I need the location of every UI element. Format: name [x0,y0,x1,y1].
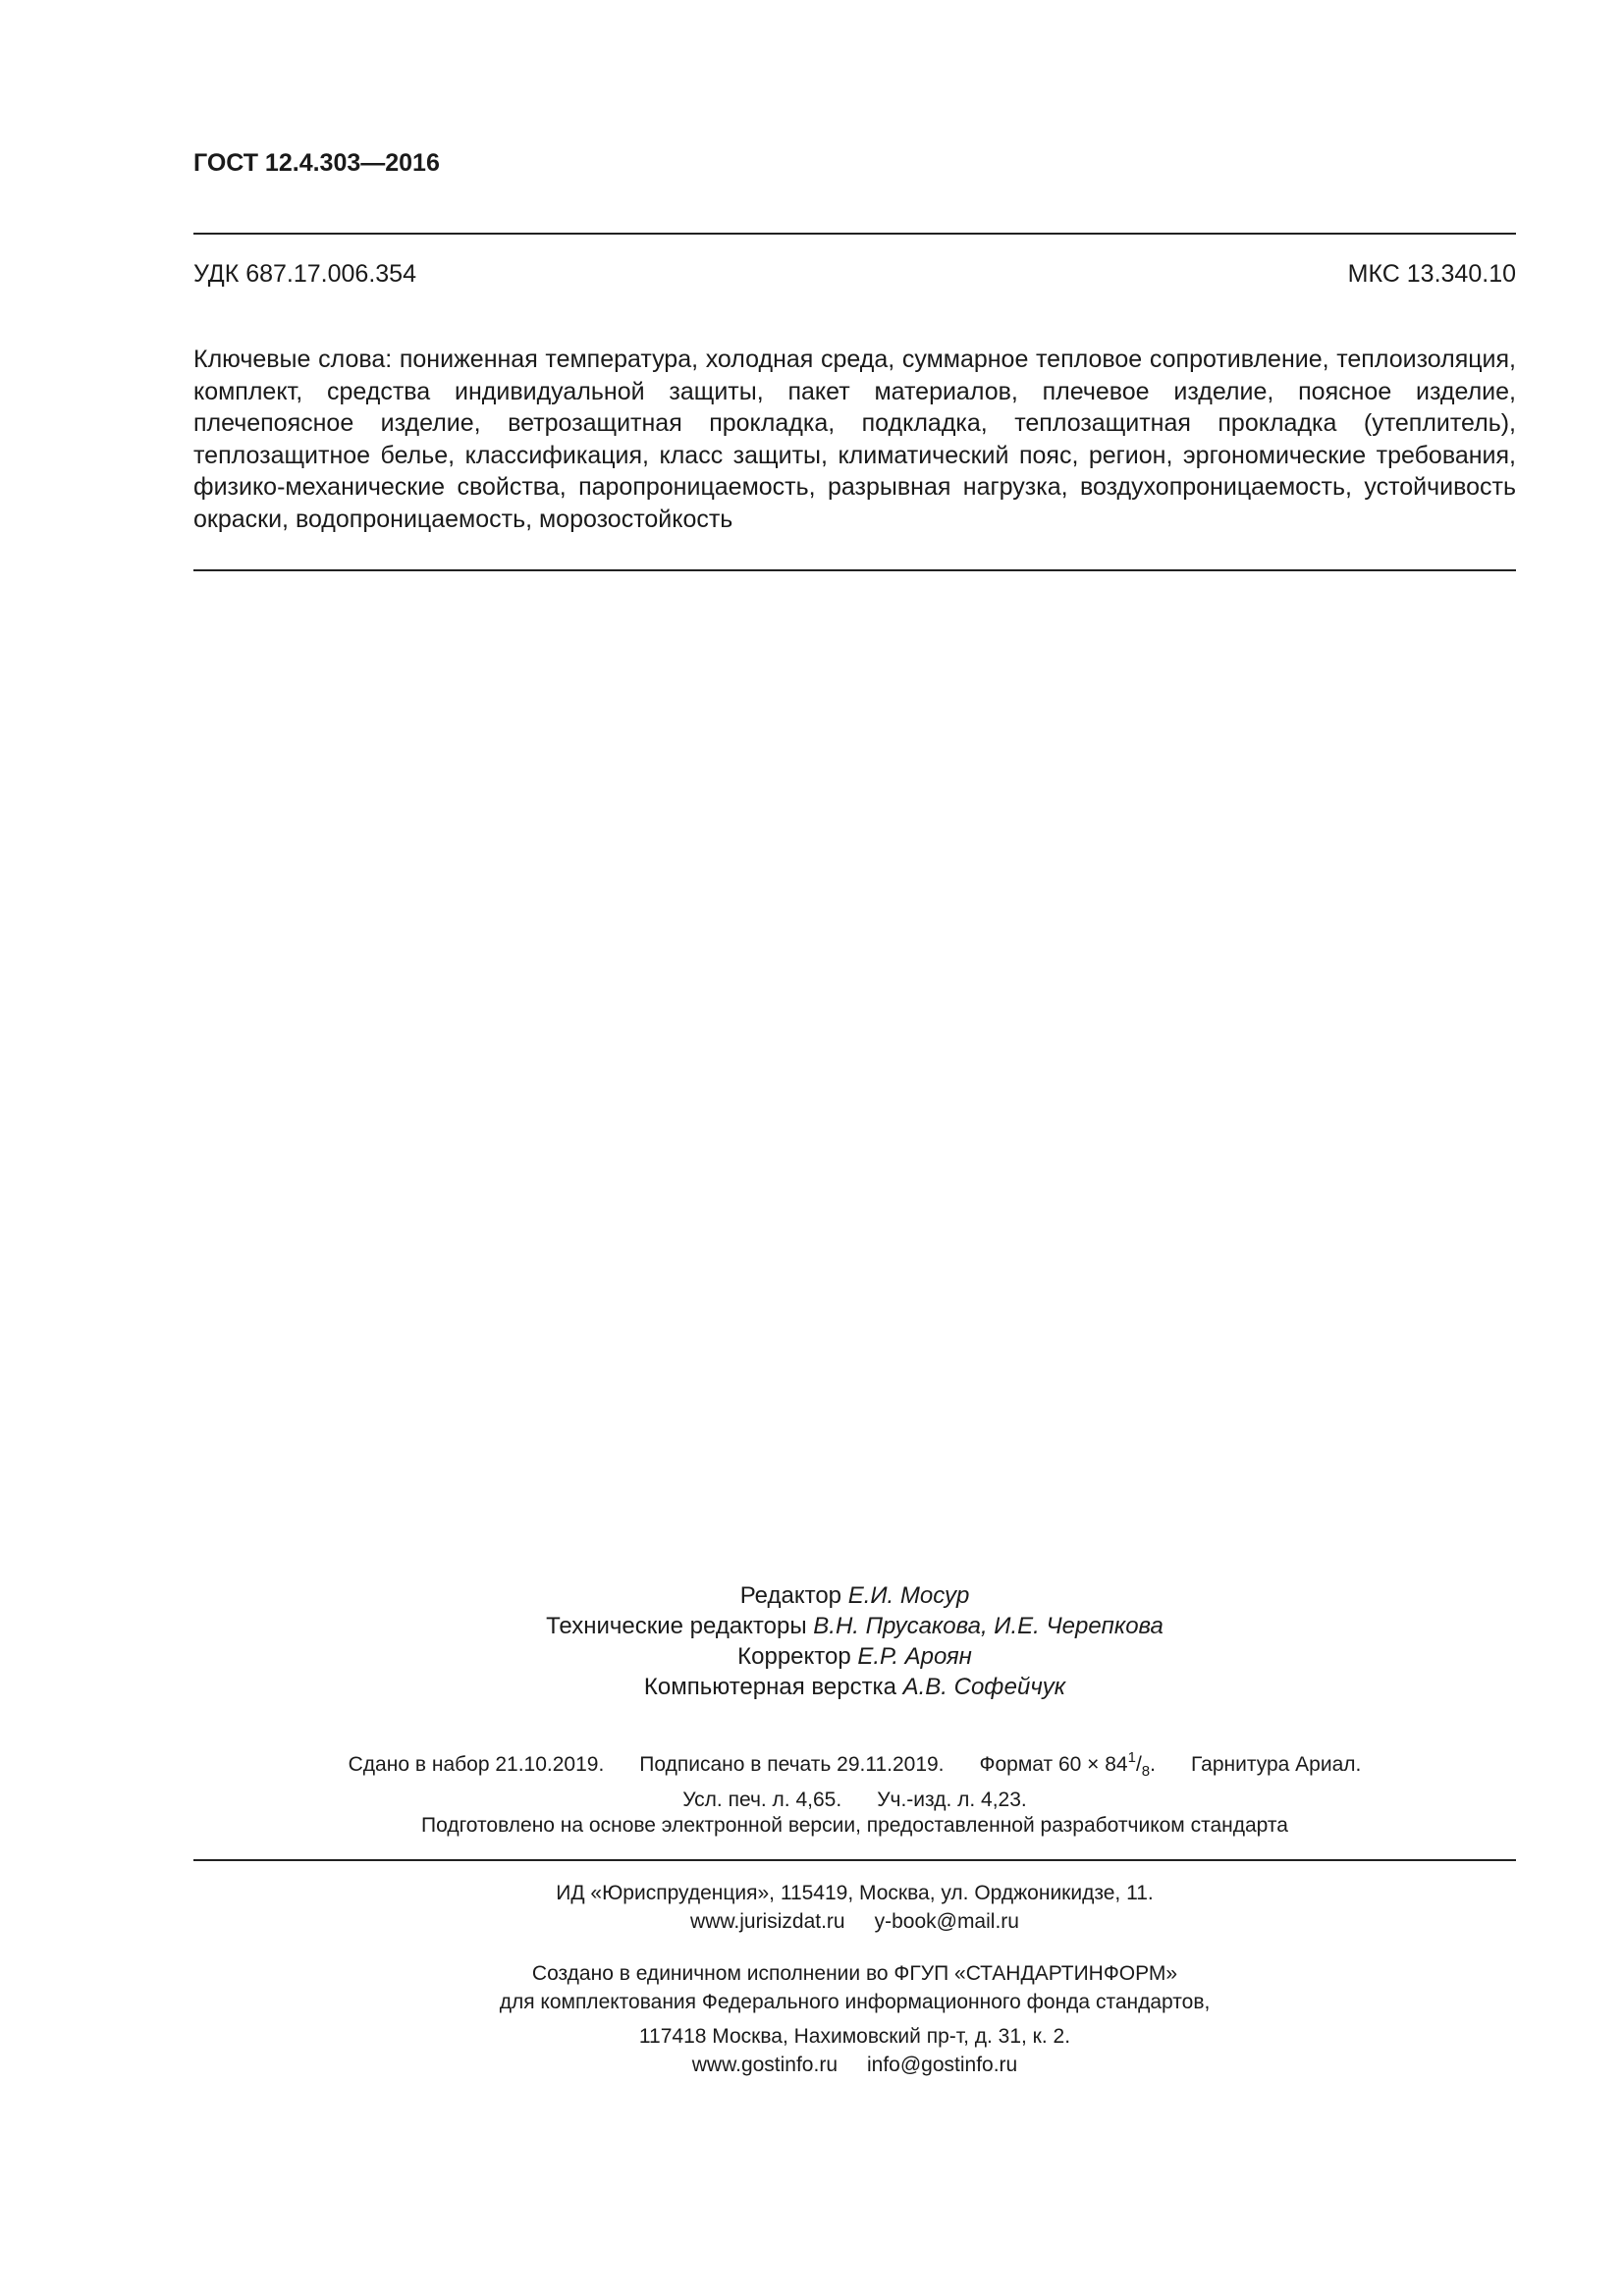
print-info-block [193,1743,1516,1814]
created-line-1: Создано в единичном исполнении во ФГУП «СТАНДАРТИНФОРМ» [531,1962,1178,1985]
credit-name: Е.И. Мосур [847,1582,970,1609]
publisher-block [193,1879,1516,1936]
keywords-paragraph: Ключевые слова: пониженная температура, холодная среда, суммарное тепловое сопротивление, теплоизоляция, комплект, средства индивидуальной защиты, пакет материалов, плечевое изделие, поясное изделие, плечепоясное изделие, ветрозащитная прокладка, подкладка, теплозащитная прокладка (утеплитель), теплозащитное белье, классификация, класс защиты, климатический пояс, регион, эргономические требования, физико-механические свойства, паропроницаемость, разрывная нагрузка, воздухопроницаемость, устойчивость окраски, водопроницаемость, морозостойкость [193,346,1516,533]
prepared-note: Подготовлено на основе электронной версии, предоставленной разработчиком стандарта [421,1814,1288,1837]
publisher-site-link[interactable]: www.jurisizdat.ru [690,1910,845,1933]
footer-divider [193,1859,1516,1861]
credit-label: Технические редакторы [546,1613,807,1639]
keywords-divider [193,569,1516,571]
credit-name: А.В. Софейчук [902,1674,1066,1700]
signed-date: Подписано в печать 29.11.2019. [639,1753,945,1776]
typeset-date: Сдано в набор 21.10.2019. [348,1753,605,1776]
credit-label: Редактор [739,1582,842,1609]
publisher-address: ИД «Юриспруденция», 115419, Москва, ул. Орджоникидзе, 11. [556,1882,1154,1904]
printed-sheets: Усл. печ. л. 4,65. [682,1789,842,1811]
credit-tech-editors [193,1611,1516,1641]
document-code: ГОСТ 12.4.303—2016 [193,149,440,177]
credit-label: Компьютерная верстка [643,1674,896,1700]
credit-label: Корректор [737,1643,851,1670]
print-info-line-2 [193,1786,1516,1814]
credit-corrector [193,1641,1516,1672]
mks-code: МКС 13.340.10 [1347,260,1516,288]
header-divider [193,233,1516,235]
typeface-info: Гарнитура Ариал. [1190,1753,1362,1776]
credits-block [193,1580,1516,1702]
udk-code: УДК 687.17.006.354 [193,260,416,288]
publisher-email-link[interactable]: y-book@mail.ru [874,1910,1019,1933]
credit-editor [193,1580,1516,1611]
created-block [193,1959,1516,2016]
credit-name: В.Н. Прусакова, И.Е. Черепкова [813,1613,1164,1639]
standartinform-address: 117418 Москва, Нахимовский пр-т, д. 31, к. 2. [638,2025,1071,2048]
address-block [193,2022,1516,2079]
created-line-2: для комплектования Федерального информационного фонда стандартов, [499,1991,1211,2013]
format-info: Формат $60 \times 84^1/_8$. [979,1749,1156,1780]
print-info-line-1 [193,1743,1516,1786]
gostinfo-site-link[interactable]: www.gostinfo.ru [691,2054,838,2076]
gostinfo-email-link[interactable]: info@gostinfo.ru [867,2054,1018,2076]
edition-sheets: Уч.-изд. л. 4,23. [877,1789,1027,1811]
credit-layout [193,1672,1516,1702]
standartinform-contacts [193,2051,1516,2079]
publisher-contacts [193,1907,1516,1936]
credit-name: Е.Р. Ароян [857,1643,972,1670]
